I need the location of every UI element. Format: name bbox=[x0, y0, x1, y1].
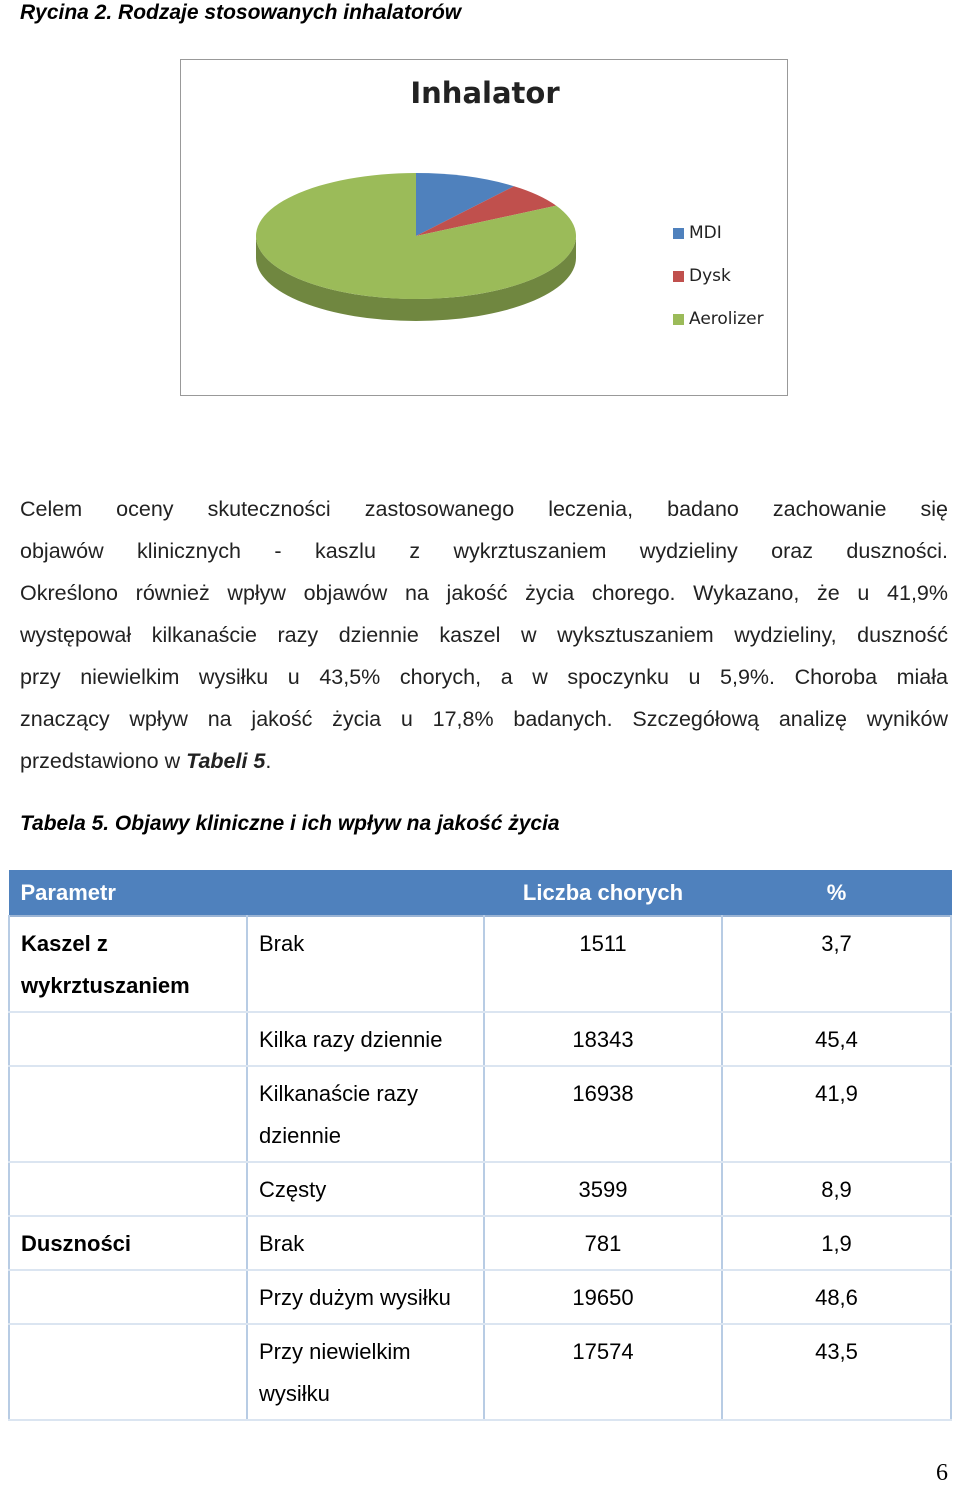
symptoms-table bbox=[8, 870, 952, 1421]
paragraph-line: objawów klinicznych - kaszlu z wykrztuszaniem wydzieliny oraz duszności. bbox=[20, 539, 948, 563]
param-cell bbox=[9, 1270, 247, 1324]
figure-caption: Rycina 2. Rodzaje stosowanych inhalatorów bbox=[20, 1, 462, 24]
table-reference: Tabeli 5 bbox=[186, 749, 266, 773]
legend-item-aerolizer bbox=[673, 309, 764, 329]
count-cell: 1511 bbox=[484, 916, 722, 1012]
paragraph-line: znaczący wpływ na jakość życia u 17,8% badanych. Szczegółową analizę wyników bbox=[20, 707, 948, 731]
param-cell bbox=[9, 1162, 247, 1216]
table-body bbox=[9, 916, 951, 1420]
paragraph-line: Określono również wpływ objawów na jakość życia chorego. Wykazano, że u 41,9% bbox=[20, 581, 948, 605]
count-cell: 18343 bbox=[484, 1012, 722, 1066]
legend-swatch bbox=[673, 271, 684, 282]
legend-item-dysk bbox=[673, 266, 731, 286]
table-row bbox=[9, 1270, 951, 1324]
table-row bbox=[9, 1012, 951, 1066]
table-row bbox=[9, 916, 951, 1012]
legend-swatch bbox=[673, 228, 684, 239]
table-row bbox=[9, 1216, 951, 1270]
count-cell: 16938 bbox=[484, 1066, 722, 1162]
table-row bbox=[9, 1324, 951, 1420]
legend-label: MDI bbox=[689, 223, 722, 243]
category-cell: Brak bbox=[247, 916, 484, 1012]
percent-cell: 1,9 bbox=[722, 1216, 951, 1270]
page-number: 6 bbox=[936, 1460, 948, 1486]
legend-item-mdi bbox=[673, 223, 722, 243]
paragraph-line: występował kilkanaście razy dziennie kaszel w wyksztuszaniem wydzieliny, duszność bbox=[20, 623, 948, 647]
header-count: Liczba chorych bbox=[484, 871, 722, 917]
header-category bbox=[247, 871, 484, 917]
table-row bbox=[9, 1066, 951, 1162]
table-row bbox=[9, 1162, 951, 1216]
pie-chart bbox=[180, 59, 788, 396]
count-cell: 17574 bbox=[484, 1324, 722, 1420]
percent-cell: 43,5 bbox=[722, 1324, 951, 1420]
table-header-row bbox=[9, 871, 951, 917]
paragraph-line-last bbox=[20, 740, 948, 782]
header-percent: % bbox=[722, 871, 951, 917]
body-paragraph bbox=[20, 488, 948, 782]
percent-cell: 45,4 bbox=[722, 1012, 951, 1066]
param-cell bbox=[9, 1012, 247, 1066]
legend-label: Dysk bbox=[689, 266, 731, 286]
param-cell: Duszności bbox=[9, 1216, 247, 1270]
count-cell: 3599 bbox=[484, 1162, 722, 1216]
paragraph-period: . bbox=[265, 749, 272, 773]
legend-swatch bbox=[673, 314, 684, 325]
count-cell: 19650 bbox=[484, 1270, 722, 1324]
percent-cell: 3,7 bbox=[722, 916, 951, 1012]
param-cell: Kaszel z wykrztuszaniem bbox=[9, 916, 247, 1012]
category-cell: Kilkanaście razy dziennie bbox=[247, 1066, 484, 1162]
category-cell: Przy niewielkim wysiłku bbox=[247, 1324, 484, 1420]
percent-cell: 41,9 bbox=[722, 1066, 951, 1162]
category-cell: Kilka razy dziennie bbox=[247, 1012, 484, 1066]
percent-cell: 48,6 bbox=[722, 1270, 951, 1324]
paragraph-text: przedstawiono w bbox=[20, 749, 187, 773]
legend-label: Aerolizer bbox=[689, 309, 764, 329]
param-cell bbox=[9, 1066, 247, 1162]
chart-title: Inhalator bbox=[410, 76, 560, 110]
percent-cell: 8,9 bbox=[722, 1162, 951, 1216]
category-cell: Przy dużym wysiłku bbox=[247, 1270, 484, 1324]
param-cell bbox=[9, 1324, 247, 1420]
paragraph-line: Celem oceny skuteczności zastosowanego leczenia, badano zachowanie się bbox=[20, 497, 948, 521]
table-caption: Tabela 5. Objawy kliniczne i ich wpływ na jakość życia bbox=[20, 812, 560, 835]
category-cell: Brak bbox=[247, 1216, 484, 1270]
count-cell: 781 bbox=[484, 1216, 722, 1270]
header-parametr: Parametr bbox=[9, 871, 247, 917]
category-cell: Częsty bbox=[247, 1162, 484, 1216]
paragraph-line: przy niewielkim wysiłku u 43,5% chorych, a w spoczynku u 5,9%. Choroba miała bbox=[20, 665, 948, 689]
